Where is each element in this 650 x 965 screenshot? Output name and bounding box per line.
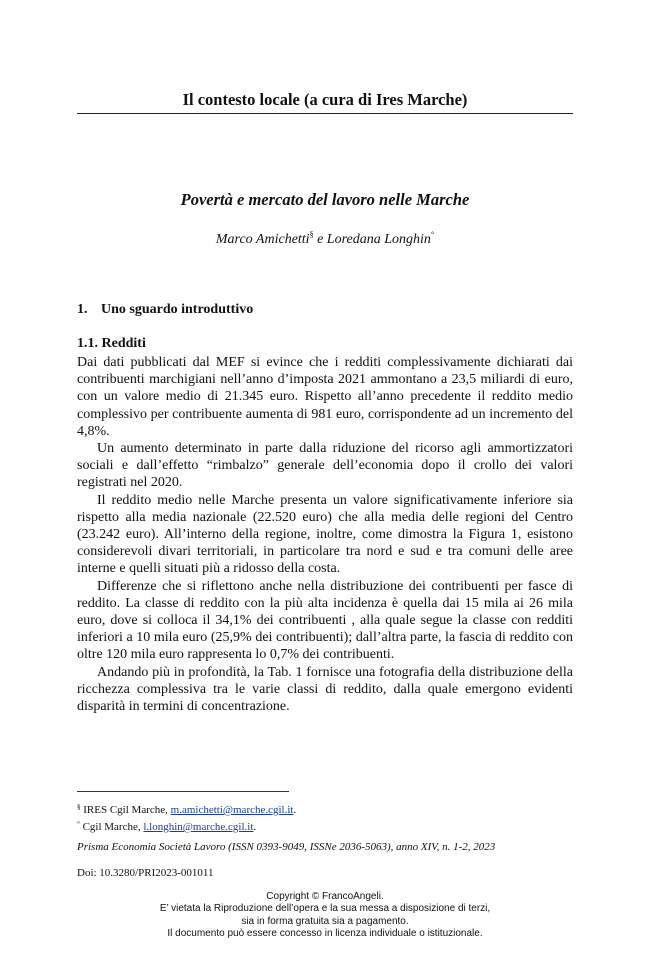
copyright-line: sia in forma gratuita sia a pagamento.	[241, 915, 409, 927]
footnote-mark: °	[77, 820, 80, 828]
footnote-text: IRES Cgil Marche,	[83, 804, 171, 816]
footnote-text: Cgil Marche,	[82, 821, 144, 833]
footnote-mark: §	[77, 803, 81, 811]
paragraph: Un aumento determinato in parte dalla riduzione del ricorso agli ammortizzatori sociali e dall’effetto “rimbalzo” generale dell’economia dopo il crollo dei valori registrati nel 2020.	[77, 441, 573, 491]
doi: Doi: 10.3280/PRI2023-001011	[77, 867, 214, 879]
footnote	[77, 817, 296, 834]
paragraph: Andando più in profondità, la Tab. 1 fornisce una fotografia della distribuzione della ricchezza complessiva tra le varie classi di reddito, dalla quale emergono evidenti disparità in termini di concentrazione.	[77, 664, 573, 715]
section-heading	[77, 302, 253, 318]
copyright-line: Il documento può essere concesso in licenza individuale o istituzionale.	[167, 928, 483, 940]
body-text	[77, 354, 573, 715]
footnote-rule	[77, 791, 289, 792]
email-link[interactable]: l.longhin@marche.cgil.it	[143, 821, 254, 833]
author-name: Loredana Longhin	[326, 232, 431, 247]
article-title: Povertà e mercato del lavoro nelle Marche	[180, 190, 470, 209]
paragraph: Dai dati pubblicati dal MEF si evince che i redditi complessivamente dichiarati dai contribuenti marchigiani nell’anno d’imposta 2021 ammontano a 23,5 miliardi di euro, con un valore medio di 21.345 euro. Rispetto all’anno precedente il reddito medio complessivo per contribuente aumenta di 981 euro, corrispondente ad un incremento del 4,8%.	[77, 355, 573, 439]
copyright-line: E’ vietata la Riproduzione dell’opera e la sua messa a disposizione di terzi,	[159, 903, 491, 915]
author-name: Marco Amichetti	[215, 232, 310, 247]
subsection-heading: 1.1. Redditi	[77, 336, 146, 351]
author-mark: §	[309, 230, 314, 239]
footnote	[77, 800, 296, 817]
header-rule	[77, 113, 573, 114]
author-conjunction: e	[313, 232, 327, 247]
author-mark: °	[430, 230, 435, 239]
footnote-suffix: .	[253, 821, 257, 833]
copyright-notice	[0, 891, 650, 941]
authors-line	[77, 230, 573, 248]
copyright-line: Copyright © FrancoAngeli.	[266, 891, 384, 902]
journal-citation: Prisma Economia Società Lavoro (ISSN 0393-9049, ISSNe 2036-5063), anno XIV, n. 1-2, 2023	[77, 841, 496, 853]
section-number: 1.	[77, 302, 88, 317]
footnotes	[77, 800, 296, 834]
running-header: Il contesto locale (a cura di Ires Marche)	[182, 90, 468, 109]
footnote-suffix: .	[293, 804, 297, 816]
paragraph: Il reddito medio nelle Marche presenta un valore significativamente inferiore sia rispetto alla media nazionale (22.520 euro) che alla media delle regioni del Centro (23.242 euro). All’interno della regione, inoltre, come dimostra la Figura 1, esistono considerevoli divari territoriali, in particolare tra nord e sud e tra comuni delle aree interne e quelli situati più a ridosso della costa.	[77, 492, 573, 577]
email-link[interactable]: m.amichetti@marche.cgil.it	[170, 804, 294, 816]
paragraph: Differenze che si riflettono anche nella distribuzione dei contribuenti per fasce di reddito. La classe di reddito con la più alta incidenza è quella dai 15 mila ai 26 mila euro, dove si colloca il 34,1% dei contribuenti , alla quale segue la classe con redditi inferiori a 10 mila euro (25,9% dei contribuenti); dall’altra parte, la fascia di reddito con oltre 120 mila euro rappresenta lo 0,7% dei contribuenti.	[77, 578, 573, 663]
section-title: Uno sguardo introduttivo	[101, 302, 254, 317]
